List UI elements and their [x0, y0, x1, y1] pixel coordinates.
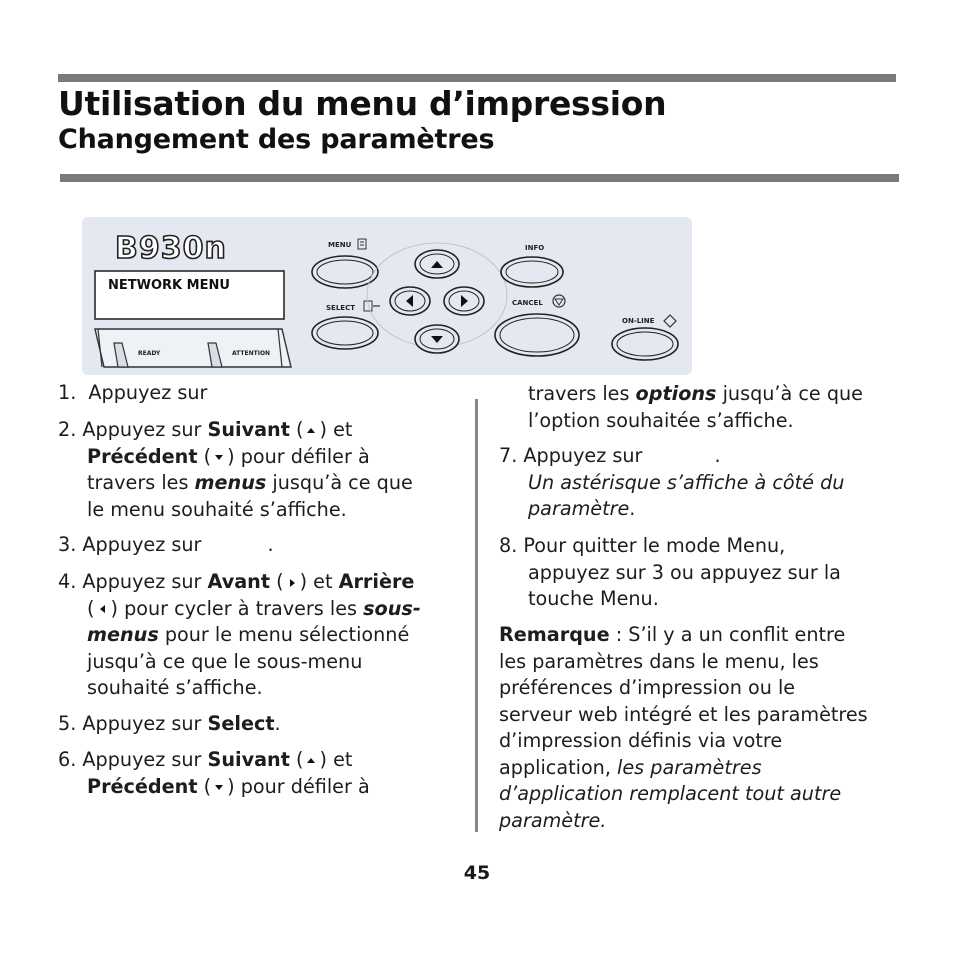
svg-text:SELECT: SELECT: [326, 304, 355, 312]
svg-text:CANCEL: CANCEL: [512, 299, 543, 307]
menu-button: [312, 256, 378, 288]
svg-text:ON-LINE: ON-LINE: [622, 317, 655, 325]
select-button: [312, 317, 378, 349]
lcd-text: NETWORK MENU: [108, 278, 230, 293]
online-button: [612, 328, 678, 360]
column-divider: [475, 399, 478, 832]
right-arrow-icon: [287, 578, 297, 588]
down-arrow-icon: [214, 782, 224, 792]
cancel-button: [495, 314, 579, 356]
left-arrow-icon: [98, 604, 108, 614]
up-arrow-icon: [306, 756, 316, 766]
down-arrow-icon: [214, 452, 224, 462]
up-arrow-icon: [306, 426, 316, 436]
svg-text:INFO: INFO: [525, 244, 545, 252]
step-3: 3. Appuyez sur .: [58, 533, 274, 556]
svg-text:READY: READY: [138, 350, 161, 357]
printer-control-panel: [82, 217, 692, 375]
svg-text:ATTENTION: ATTENTION: [232, 350, 271, 357]
svg-text:MENU: MENU: [328, 241, 352, 249]
step-6-continued: travers les options jusqu’à ce que l’option souhaitée s’affiche.: [528, 382, 863, 432]
note: Remarque : S’il y a un conflit entre les paramètres dans le menu, les préférences d’impression ou le serveur web intégré et les paramètres d’impression définis via votre application, les paramètres d’application remplacent tout autre paramètre.: [499, 623, 868, 832]
page-number: 45: [463, 862, 491, 884]
page-title: Utilisation du menu d’impression: [58, 84, 667, 123]
step-number: 1.: [58, 381, 77, 404]
top-rule: [58, 74, 896, 82]
step-5: 5. Appuyez sur Select.: [58, 712, 281, 735]
model-name: B930n: [115, 231, 227, 266]
step-text: Appuyez sur: [88, 381, 208, 404]
step-7: 7. Appuyez sur . Un astérisque s’affiche à côté du paramètre.: [499, 444, 845, 520]
step-6: 6. Appuyez sur Suivant ( ) et Précédent ( ) pour défiler à: [58, 748, 370, 798]
step-1: [58, 380, 207, 407]
step-4: 4. Appuyez sur Avant ( ) et Arrière ( ) pour cycler à travers les sous- menus pour le menu sélectionné jusqu’à ce que le sous-menu souhaité s’affiche.: [58, 570, 421, 699]
step-2: 2. Appuyez sur Suivant ( ) et Précédent ( ) pour défiler à travers les menus jusqu’à ce que le menu souhaité s’affiche.: [58, 418, 413, 521]
step-8: 8. Pour quitter le mode Menu, appuyez sur 3 ou appuyez sur la touche Menu.: [499, 534, 841, 610]
page-subtitle: Changement des paramètres: [58, 124, 495, 155]
title-bottom-rule: [60, 174, 899, 182]
note-label: Remarque: [499, 623, 610, 646]
